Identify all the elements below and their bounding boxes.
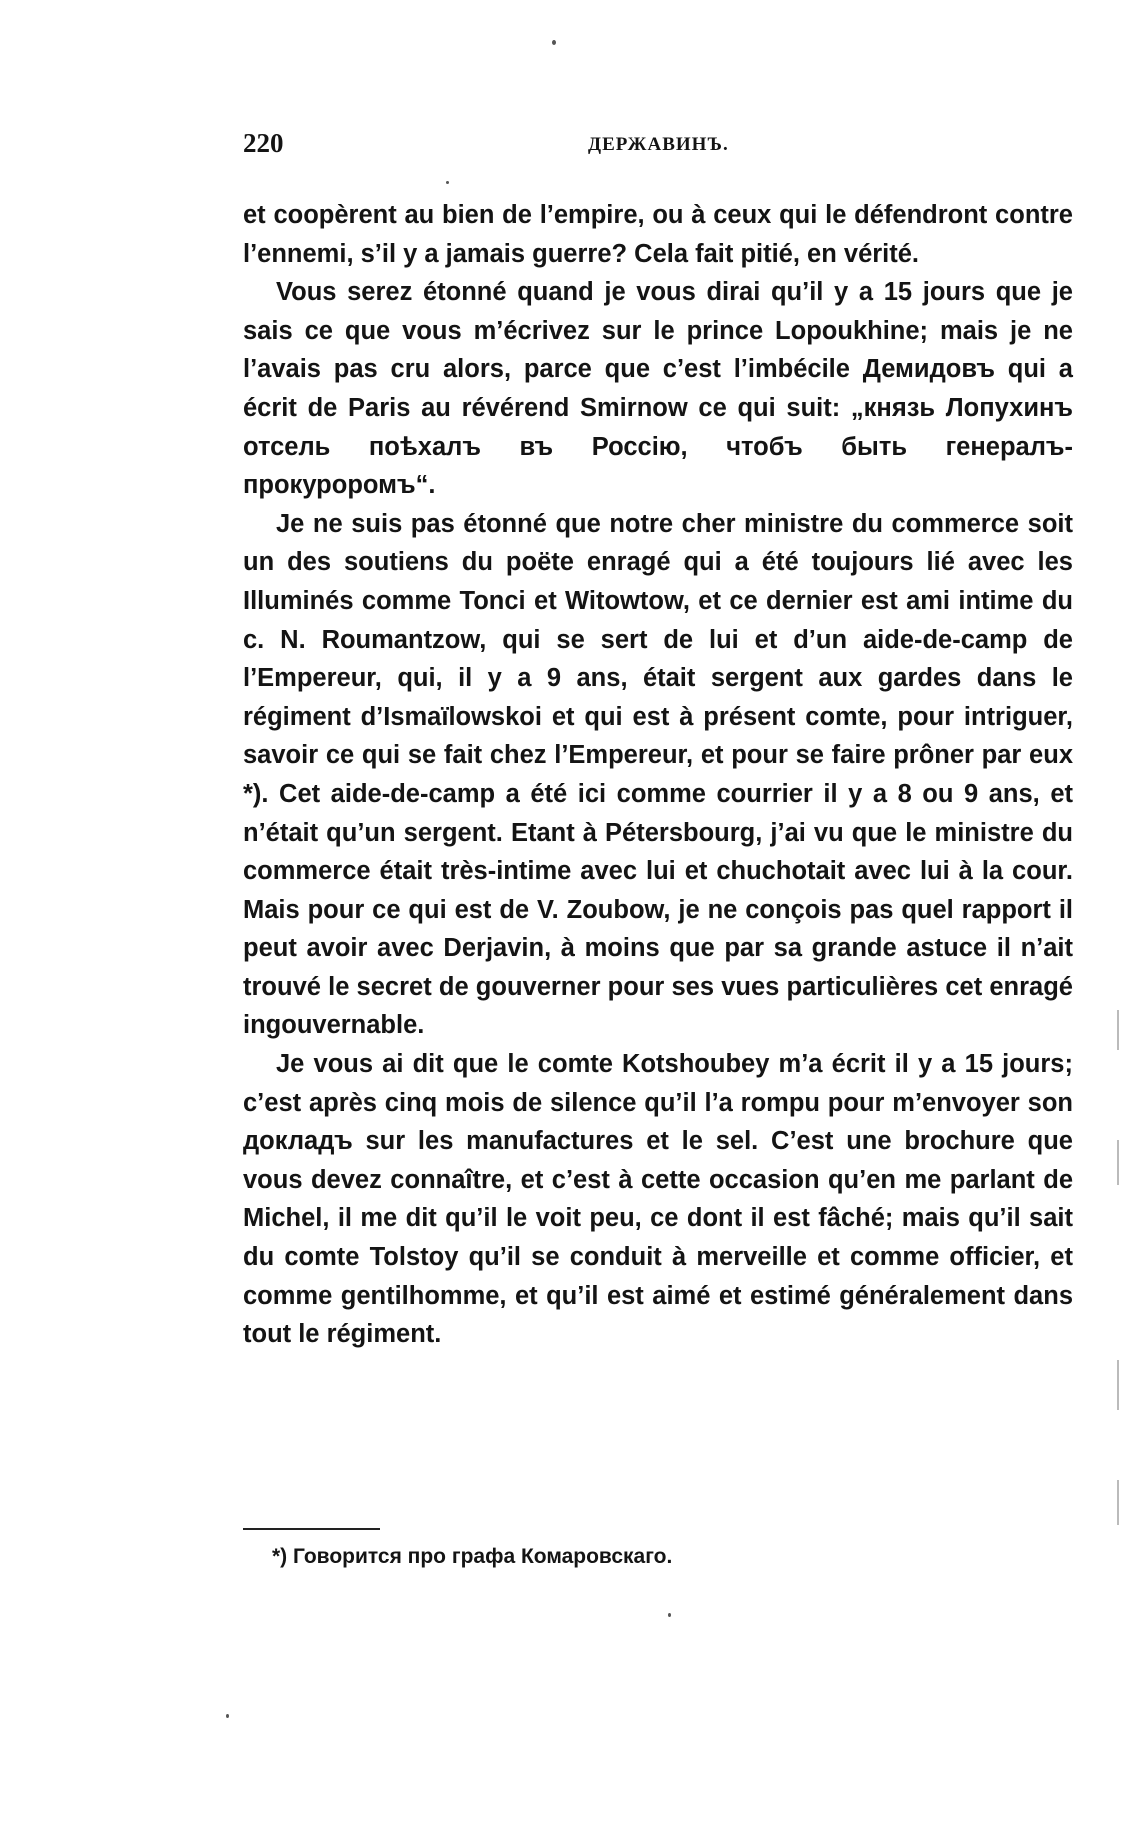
scan-edge-mark	[1117, 1480, 1119, 1525]
body-text	[243, 196, 1073, 1354]
paragraph-4: Je vous ai dit que le comte Kotshoubey m’a écrit il y a 15 jours; c’est après cinq mois de silence qu’il l’a rompu pour m’envoyer son докладъ sur les manufactures et le sel. C’est une brochure que vous devez connaître, et c’est à cette occasion qu’en me parlant de Michel, il me dit qu’il le voit peu, ce dont il est fâché; mais qu’il sait du comte Tolstoy qu’il se conduit à merveille et comme officier, et comme gentilhomme, et qu’il est aimé et estimé généralement dans tout le régiment.	[243, 1050, 1073, 1349]
scan-edge-mark	[1117, 1360, 1119, 1410]
footnote: *) Говорится про графа Комаровскаго.	[272, 1545, 673, 1568]
scan-speck	[668, 1613, 671, 1617]
scan-edge-mark	[1117, 1010, 1119, 1050]
scan-speck	[446, 181, 449, 184]
scan-edge-mark	[1117, 1140, 1119, 1185]
paragraph-3: Je ne suis pas étonné que notre cher ministre du commerce soit un des soutiens du poëte enragé qui a été toujours lié avec les Illuminés comme Tonci et Witowtow, et ce dernier est ami intime du c. N. Roumantzow, qui se sert de lui et d’un aide-de-camp de l’Empereur, qui, il y a 9 ans, était sergent aux gardes dans le régiment d’Ismaïlowskoi et qui est à présent comte, pour intriguer, savoir ce qui se fait chez l’Empereur, et pour se faire prôner par eux *). Cet aide-de-camp a été ici comme courrier il y a 8 ou 9 ans, et n’était qu’un sergent. Etant à Pétersbourg, j’ai vu que le ministre du commerce était très-intime avec lui et chuchotait avec lui à la cour. Mais pour ce qui est de V. Zoubow, je ne conçois pas quel rapport il peut avoir avec Derjavin, à moins que par sa grande astuce il n’ait trouvé le secret de gouverner pour ses vues particulières cet enragé ingouvernable.	[243, 509, 1073, 1040]
page-header	[243, 128, 1091, 168]
page-number: 220	[243, 128, 284, 158]
footnote-rule	[243, 1528, 380, 1530]
paragraph-1: et coopèrent au bien de l’empire, ou à ceux qui le défendront contre l’ennemi, s’il y a jamais guerre? Cela fait pitié, en vérité.	[243, 201, 1073, 268]
scan-speck	[552, 40, 556, 45]
running-head: ДЕРЖАВИНЪ.	[588, 134, 729, 155]
paragraph-2: Vous serez étonné quand je vous dirai qu’il y a 15 jours que je sais ce que vous m’écrivez sur le prince Lopoukhine; mais je ne l’avais pas cru alors, parce que c’est l’imbécile Демидовъ qui a écrit de Paris au révérend Smirnow ce qui suit: „князь Лопухинъ отсель поѣхалъ въ Россію, чтобъ быть генералъ-прокуроромъ“.	[243, 278, 1073, 500]
scan-speck	[226, 1714, 229, 1718]
